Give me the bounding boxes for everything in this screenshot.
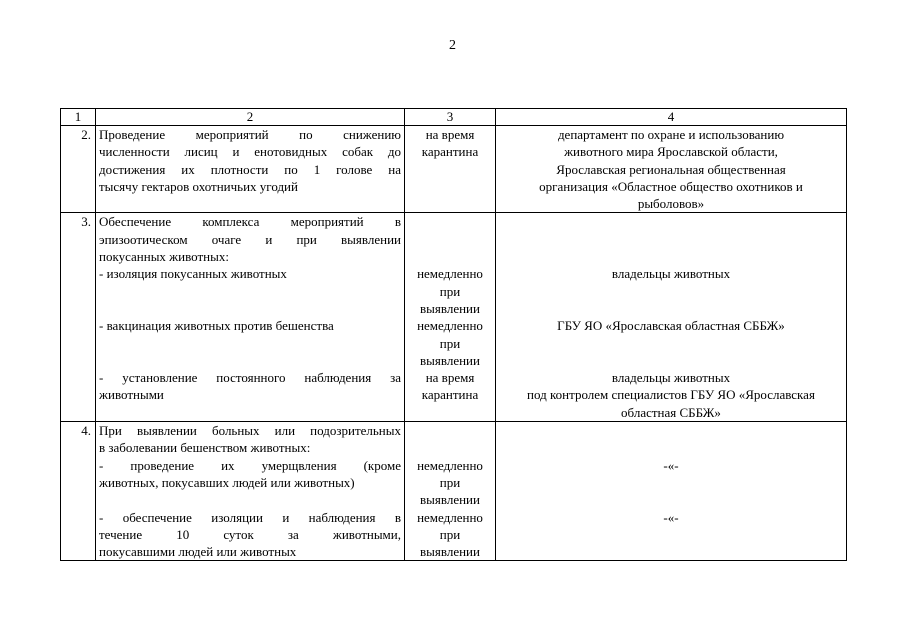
responsible-text-line: ГБУ ЯО «Ярославская областная СББЖ»: [557, 318, 785, 334]
term-text-line: карантина: [421, 387, 479, 403]
term-cell: [405, 422, 496, 561]
task-text-line: - проведение их умерщвления (кроме: [99, 457, 401, 473]
row-number: 2.: [61, 126, 96, 213]
task-text-line: тысячу гектаров охотничьих угодий: [99, 178, 298, 194]
responsible-text-line: Ярославская региональная общественная: [556, 161, 786, 177]
table-row: [61, 213, 847, 422]
term-text-line: немедленно: [417, 318, 483, 334]
task-intro-line: При выявлении больных или подозрительных: [99, 423, 401, 439]
task-intro-line: покусанных животных:: [99, 249, 229, 265]
responsible-text-line: департамент по охране и использованию: [557, 127, 785, 142]
term-text-line: немедленно: [417, 457, 483, 473]
responsible-cell: [496, 126, 847, 213]
measures-table: [60, 108, 847, 561]
row-number: 4.: [61, 422, 96, 561]
term-text-line: на время: [425, 370, 475, 386]
responsible-text-line: владельцы животных: [611, 370, 731, 386]
responsible-text-line: -«-: [663, 509, 679, 525]
term-text-line: при: [439, 474, 461, 490]
header-cell-1: 1: [61, 109, 96, 126]
row-number: 3.: [61, 213, 96, 422]
responsible-text-line: организация «Областное общество охотников и: [539, 178, 803, 194]
task-text-line: - вакцинация животных против бешенства: [99, 318, 334, 334]
task-text-line: течение 10 суток за животными,: [99, 526, 401, 542]
term-text-line: выявлении: [420, 544, 480, 560]
page-number: 2: [449, 38, 456, 53]
responsible-cell: [496, 213, 847, 422]
responsible-text-line: областная СББЖ»: [621, 404, 721, 420]
table-row: [61, 126, 847, 213]
term-cell: [405, 126, 496, 213]
task-text-line: покусавшими людей или животных: [99, 544, 297, 560]
term-text-line: немедленно: [417, 509, 483, 525]
task-text-line: численности лисиц и енотовидных собак до: [99, 144, 401, 160]
responsible-cell: [496, 422, 847, 561]
term-text-line: выявлении: [420, 352, 480, 368]
responsible-text-line: рыболовов»: [637, 196, 705, 212]
header-cell-3: 3: [405, 109, 496, 126]
term-text-line: немедленно: [417, 266, 483, 282]
header-cell-2: 2: [96, 109, 405, 126]
responsible-text-line: животного мира Ярославской области,: [564, 144, 778, 160]
term-text-line: при: [439, 283, 461, 299]
responsible-text-line: -«-: [663, 457, 679, 473]
task-text-line: достижения их плотности по 1 голове на: [99, 161, 401, 177]
table-header-row: [61, 109, 847, 126]
task-text-line: животных, покусавших людей или животных): [99, 474, 355, 490]
task-text-line: Проведение мероприятий по снижению: [99, 127, 401, 142]
task-text-line: - обеспечение изоляции и наблюдения в: [99, 509, 401, 525]
term-text-line: карантина: [421, 144, 479, 160]
term-cell: [405, 213, 496, 422]
task-cell: [96, 126, 405, 213]
term-text-line: выявлении: [420, 492, 480, 508]
task-intro-line: в заболевании бешенством животных:: [99, 440, 311, 456]
table-row: [61, 422, 847, 561]
task-intro-line: эпизоотическом очаге и при выявлении: [99, 231, 401, 247]
responsible-text-line: владельцы животных: [611, 266, 731, 282]
term-text-line: при: [439, 335, 461, 351]
task-intro-line: Обеспечение комплекса мероприятий в: [99, 214, 401, 230]
task-text-line: - установление постоянного наблюдения за: [99, 370, 401, 386]
term-text-line: при: [439, 526, 461, 542]
header-cell-4: 4: [496, 109, 847, 126]
task-cell: [96, 213, 405, 422]
term-text-line: выявлении: [420, 300, 480, 316]
task-cell: [96, 422, 405, 561]
task-text-line: животными: [99, 387, 164, 403]
task-text-line: - изоляция покусанных животных: [99, 266, 287, 282]
responsible-text-line: под контролем специалистов ГБУ ЯО «Ярославская: [527, 387, 815, 403]
term-text-line: на время: [425, 127, 475, 142]
